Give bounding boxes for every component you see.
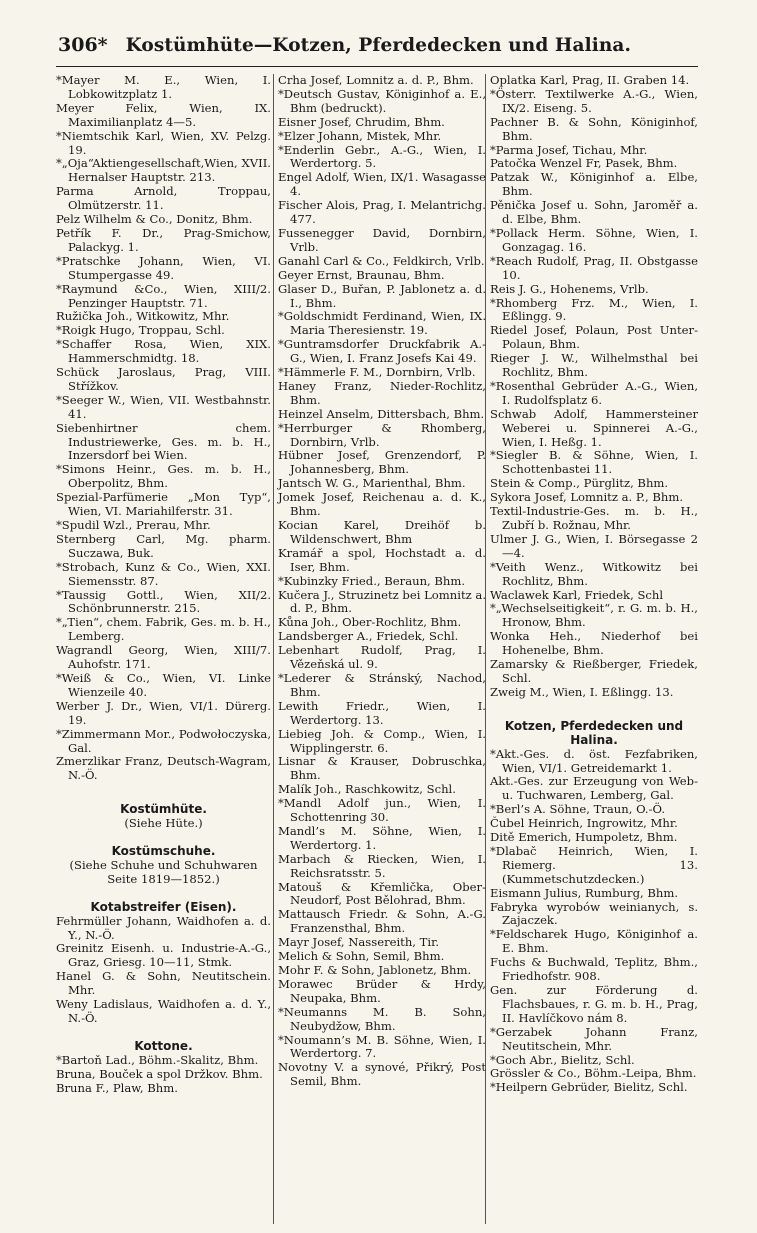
directory-entry: *Dlabač Heinrich, Wien, I. Riemerg. 13. (Kummetschutzdecken.) — [490, 843, 698, 886]
directory-entry: Wagrandl Georg, Wien, XIII/7. Auhofstr. 171. — [56, 643, 271, 672]
entry-list — [278, 74, 486, 1089]
directory-entry: Hübner Josef, Grenzendorf, P. Johannesberg, Bhm. — [278, 448, 486, 477]
directory-entry: *Rhomberg Frz. M., Wien, I. Eßlingg. 9. — [490, 295, 698, 324]
directory-entry: Haney Franz, Nieder-Rochlitz, Bhm. — [278, 378, 486, 407]
entry-list — [56, 74, 271, 783]
directory-entry: Landsberger A., Friedek, Schl. — [278, 629, 459, 644]
directory-entry: *Elzer Johann, Mistek, Mhr. — [278, 128, 442, 143]
directory-entry: *Mayer M. E., Wien, I. Lobkowitzplatz 1. — [56, 73, 271, 101]
directory-entry: Mattausch Friedr. & Sohn, A.-G. Franzensthal, Bhm. — [278, 907, 486, 936]
directory-entry: Pelz Wilhelm & Co., Donitz, Bhm. — [56, 212, 253, 227]
directory-entry: Matouš & Křemlička, Ober-Neudorf, Post Bělohrad, Bhm. — [278, 879, 486, 908]
directory-entry: Heinzel Anselm, Dittersbach, Bhm. — [278, 406, 485, 421]
directory-entry: Zmerzlikar Franz, Deutsch-Wagram, N.-Ö. — [56, 754, 271, 783]
directory-entry: Lisnar & Krauser, Dobruschka, Bhm. — [278, 754, 486, 783]
header-rule — [56, 66, 698, 67]
directory-entry: *„Tien“, chem. Fabrik, Ges. m. b. H., Lemberg. — [56, 615, 271, 644]
directory-entry: Marbach & Riecken, Wien, I. Reichsratsstr. 5. — [278, 851, 486, 880]
section-note-kostuemschuhe: (Siehe Schuhe und Schuhwaren Seite 1819—1852.) — [69, 857, 258, 886]
directory-entry: Engel Adolf, Wien, IX/1. Wasagasse 4. — [278, 170, 486, 199]
directory-entry: *Enderlin Gebr., A.-G., Wien, I. Werdertorg. 5. — [278, 142, 486, 171]
directory-entry: Crha Josef, Lomnitz a. d. P., Bhm. — [278, 73, 474, 87]
directory-entry: Fuchs & Buchwald, Teplitz, Bhm., Friedhofstr. 908. — [490, 955, 698, 984]
directory-entry: Pachner B. & Sohn, Königinhof, Bhm. — [490, 114, 698, 143]
directory-entry: Grössler & Co., Böhm.-Leipa, Bhm. — [490, 1066, 697, 1081]
directory-entry: Fabryka wyrobów weinianych, s. Zajaczek. — [490, 899, 698, 928]
directory-entry: Bruna F., Plaw, Bhm. — [56, 1080, 178, 1095]
directory-entry: Jomek Josef, Reichenau a. d. K., Bhm. — [278, 490, 486, 519]
directory-entry: Kůna Joh., Ober-Rochlitz, Bhm. — [278, 615, 462, 630]
directory-entry: Werber J. Dr., Wien, VI/1. Dürerg. 19. — [56, 698, 271, 727]
directory-entry: *Pollack Herm. Söhne, Wien, I. Gonzagag. 16. — [490, 225, 698, 254]
directory-entry: Zamarsky & Rießberger, Friedek, Schl. — [490, 657, 698, 685]
page-number: 306* — [58, 34, 108, 56]
directory-entry: Lewith Friedr., Wien, I. Werdertorg. 13. — [278, 698, 486, 727]
directory-entry: *„Oja“Aktiengesellschaft,Wien, XVII. Hernalser Hauptstr. 213. — [56, 156, 271, 185]
directory-entry: Parma Arnold, Troppau, Olmützerstr. 11. — [56, 184, 271, 213]
directory-entry: Čubel Heinrich, Ingrowitz, Mhr. — [490, 816, 678, 831]
directory-entry: Kučera J., Struzinetz bei Lomnitz a. d. P., Bhm. — [278, 587, 486, 616]
directory-entry: *Gerzabek Johann Franz, Neutitschein, Mhr. — [490, 1024, 698, 1053]
directory-entry: Bruna, Bouček a spol Držkov. Bhm. — [56, 1066, 263, 1081]
directory-entry: *Niemtschik Karl, Wien, XV. Pelzg. 19. — [56, 128, 271, 157]
column-rule-1 — [273, 74, 274, 1224]
directory-entry: *Weiß & Co., Wien, VI. Linke Wienzeile 40. — [56, 670, 271, 699]
directory-entry: *Strobach, Kunz & Co., Wien, XXI. Siemensstr. 87. — [56, 559, 271, 588]
directory-entry: *„Wechselseitigkeit“, r. G. m. b. H., Hronow, Bhm. — [490, 601, 698, 630]
directory-entry: Sternberg Carl, Mg. pharm. Suczawa, Buk. — [56, 531, 271, 560]
directory-entry: *Schaffer Rosa, Wien, XIX. Hammerschmidtg. 18. — [56, 337, 271, 366]
directory-entry: Morawec Brüder & Hrdy, Neupaka, Bhm. — [278, 976, 486, 1005]
directory-entry: *Akt.-Ges. d. öst. Fezfabriken, Wien, VI/1. Getreidemarkt 1. — [490, 746, 698, 775]
directory-entry: *Lederer & Stránský, Nachod, Bhm. — [278, 670, 486, 699]
directory-entry: Gen. zur Förderung d. Flachsbaues, r. G. m. b. H., Prag, II. Havlíčkovo nám 8. — [490, 983, 698, 1025]
directory-entry: *Neumanns M. B. Sohn, Neubydžow, Bhm. — [278, 1004, 486, 1033]
directory-entry: *Hämmerle F. M., Dornbirn, Vrlb. — [278, 365, 476, 380]
directory-entry: *Goldschmidt Ferdinand, Wien, IX. Maria Theresienstr. 19. — [278, 309, 486, 338]
directory-entry: *Kubinzky Fried., Beraun, Bhm. — [278, 573, 466, 588]
directory-entry: Ulmer J. G., Wien, I. Börsegasse 2—4. — [490, 531, 698, 560]
directory-entry: Pěnička Josef u. Sohn, Jaroměř a. d. Elbe, Bhm. — [490, 198, 698, 227]
directory-entry: *Pratschke Johann, Wien, VI. Stumpergasse 49. — [56, 253, 271, 282]
directory-entry: Ružička Joh., Witkowitz, Mhr. — [56, 309, 230, 324]
directory-entry: Siebenhirtner chem. Industriewerke, Ges. m. b. H., Inzersdorf bei Wien. — [56, 420, 271, 463]
directory-entry: Textil-Industrie-Ges. m. b. H., Zubří b. Rožnau, Mhr. — [490, 504, 698, 532]
column-2 — [278, 74, 486, 1089]
directory-entry: *Guntramsdorfer Druckfabrik A.-G., Wien, I. Franz Josefs Kai 49. — [278, 337, 486, 366]
entry-list — [56, 1054, 271, 1096]
directory-entry: Spezial-Parfümerie „Mon Typ“, Wien, VI. Mariahilferstr. 31. — [56, 490, 271, 519]
section-heading-kottone: Kottone. — [134, 1038, 193, 1053]
directory-entry: *Spudil Wzl., Prerau, Mhr. — [56, 518, 211, 532]
directory-entry: Novotny V. a synové, Přikrý, Post Semil, Bhm. — [278, 1060, 486, 1089]
entry-list — [56, 915, 271, 1026]
directory-entry: *Österr. Textilwerke A.-G., Wien, IX/2. Eiseng. 5. — [490, 86, 698, 115]
column-3 — [490, 74, 698, 1095]
directory-entry: Kocian Karel, Dreihöf b. Wildenschwert, Bhm — [278, 518, 486, 546]
directory-entry: *Berl’s A. Söhne, Traun, O.-Ö. — [490, 802, 666, 817]
directory-entry: Riedel Josef, Polaun, Post Unter-Polaun, Bhm. — [490, 323, 698, 352]
section-heading-kostuemhuete: Kostümhüte. — [120, 802, 207, 817]
entry-list — [490, 748, 698, 1096]
directory-entry: Ganahl Carl & Co., Feldkirch, Vrlb. — [278, 253, 485, 268]
directory-entry: *Simons Heinr., Ges. m. b. H., Oberpolitz, Bhm. — [56, 462, 271, 491]
directory-entry: Hanel G. & Sohn, Neutitschein. Mhr. — [56, 969, 271, 998]
directory-entry: *Noumann’s M. B. Söhne, Wien, I. Werdertorg. 7. — [278, 1032, 486, 1061]
directory-entry: Kramář a spol, Hochstadt a. d. Iser, Bhm. — [278, 545, 486, 574]
directory-entry: Meyer Felix, Wien, IX. Maximilianplatz 4—5. — [56, 100, 271, 129]
directory-entry: *Roigk Hugo, Troppau, Schl. — [56, 323, 225, 338]
directory-entry: Mohr F. & Sohn, Jablonetz, Bhm. — [278, 963, 472, 977]
section-heading-kostuemschuhe: Kostümschuhe. — [111, 844, 216, 859]
directory-entry: *Deutsch Gustav, Königinhof a. E., Bhm (bedruckt). — [278, 86, 486, 115]
directory-entry: *Zimmermann Mor., Podwołoczyska, Gal. — [56, 726, 271, 755]
directory-entry: Zweig M., Wien, I. Eßlingg. 13. — [490, 684, 674, 699]
page-title: Kostümhüte—Kotzen, Pferdedecken und Halina. — [125, 35, 632, 56]
directory-entry: *Raymund &Co., Wien, XIII/2. Penzinger Hauptstr. 71. — [56, 281, 271, 310]
section-note-kostuemhuete: (Siehe Hüte.) — [124, 816, 203, 831]
directory-entry: *Siegler B. & Söhne, Wien, I. Schottenbastei 11. — [490, 448, 698, 477]
entry-list — [490, 74, 698, 700]
directory-entry: *Parma Josef, Tichau, Mhr. — [490, 142, 648, 157]
directory-entry: Glaser D., Buřan, P. Jablonetz a. d. I., Bhm. — [278, 281, 486, 310]
directory-entry: *Heilpern Gebrüder, Bielitz, Schl. — [490, 1080, 688, 1095]
directory-entry: Malík Joh., Raschkowitz, Schl. — [278, 782, 456, 797]
directory-entry: Waclawek Karl, Friedek, Schl — [490, 587, 664, 602]
directory-entry: *Goch Abr., Bielitz, Schl. — [490, 1052, 635, 1067]
directory-entry: *Mandl Adolf jun., Wien, I. Schottenring 30. — [278, 796, 486, 825]
directory-entry: Mayr Josef, Nassereith, Tir. — [278, 935, 440, 950]
directory-entry: Stein & Comp., Pürglitz, Bhm. — [490, 476, 669, 491]
column-1 — [56, 74, 271, 1096]
directory-entry: Lebenhart Rudolf, Prag, I. Vězeňská ul. 9. — [278, 643, 486, 672]
directory-entry: Fehrmüller Johann, Waidhofen a. d. Y., N.-Ö. — [56, 913, 271, 942]
section-heading-kotzen: Kotzen, Pferdedecken und Halina. — [504, 718, 684, 747]
directory-entry: *Reach Rudolf, Prag, II. Obstgasse 10. — [490, 253, 698, 282]
directory-entry: Greinitz Eisenh. u. Industrie-A.-G., Graz, Griesg. 10—11, Stmk. — [56, 941, 271, 970]
directory-entry: Mandl’s M. Söhne, Wien, I. Werdertorg. 1. — [278, 823, 486, 852]
directory-entry: *Feldscharek Hugo, Königinhof a. E. Bhm. — [490, 927, 698, 956]
directory-entry: *Seeger W., Wien, VII. Westbahnstr. 41. — [56, 392, 271, 421]
directory-entry: Fischer Alois, Prag, I. Melantrichg. 477. — [278, 198, 486, 227]
directory-entry: Geyer Ernst, Braunau, Bhm. — [278, 267, 445, 282]
directory-entry: *Rosenthal Gebrüder A.-G., Wien, I. Rudolfsplatz 6. — [490, 378, 698, 407]
section-heading-kotabstreifer: Kotabstreifer (Eisen). — [90, 899, 237, 914]
directory-entry: Fussenegger David, Dornbirn, Vrlb. — [278, 225, 486, 254]
directory-entry: Eismann Julius, Rumburg, Bhm. — [490, 885, 679, 900]
directory-entry: Rieger J. W., Wilhelmsthal bei Rochlitz, Bhm. — [490, 351, 698, 380]
directory-entry: Ditě Emerich, Humpoletz, Bhm. — [490, 830, 678, 845]
directory-entry: Patzak W., Königinhof a. Elbe, Bhm. — [490, 170, 698, 199]
directory-entry: Jantsch W. G., Marienthal, Bhm. — [278, 476, 466, 491]
directory-entry: Petřík F. Dr., Prag-Smichow, Palackyg. 1. — [56, 225, 271, 254]
directory-entry: *Herrburger & Rhomberg, Dornbirn, Vrlb. — [278, 420, 486, 449]
directory-entry: Patočka Wenzel Fr, Pasek, Bhm. — [490, 156, 678, 171]
directory-entry: *Taussig Gottl., Wien, XII/2. Schönbrunnerstr. 215. — [56, 587, 271, 616]
directory-entry: Schwab Adolf, Hammersteiner Weberei u. Spinnerei A.-G., Wien, I. Heßg. 1. — [490, 406, 698, 449]
directory-entry: Oplatka Karl, Prag, II. Graben 14. — [490, 73, 690, 87]
page-header — [58, 34, 698, 62]
directory-entry: Melich & Sohn, Semil, Bhm. — [278, 949, 445, 964]
directory-entry: Eisner Josef, Chrudim, Bhm. — [278, 114, 445, 129]
directory-entry: *Bartoň Lad., Böhm.-Skalitz, Bhm. — [56, 1052, 259, 1067]
directory-entry: Sykora Josef, Lomnitz a. P., Bhm. — [490, 490, 684, 505]
directory-entry: Weny Ladislaus, Waidhofen a. d. Y., N.-Ö. — [56, 997, 271, 1025]
directory-entry: Wonka Heh., Niederhof bei Hohenelbe, Bhm. — [490, 629, 698, 658]
directory-entry: Reis J. G., Hohenems, Vrlb. — [490, 281, 649, 296]
directory-entry: *Veith Wenz., Witkowitz bei Rochlitz, Bhm. — [490, 559, 698, 588]
directory-entry: Schück Jaroslaus, Prag, VIII. Střížkov. — [56, 365, 271, 393]
directory-entry: Liebieg Joh. & Comp., Wien, I. Wipplingerstr. 6. — [278, 726, 486, 755]
directory-entry: Akt.-Ges. zur Erzeugung von Web- u. Tuchwaren, Lemberg, Gal. — [490, 774, 698, 803]
